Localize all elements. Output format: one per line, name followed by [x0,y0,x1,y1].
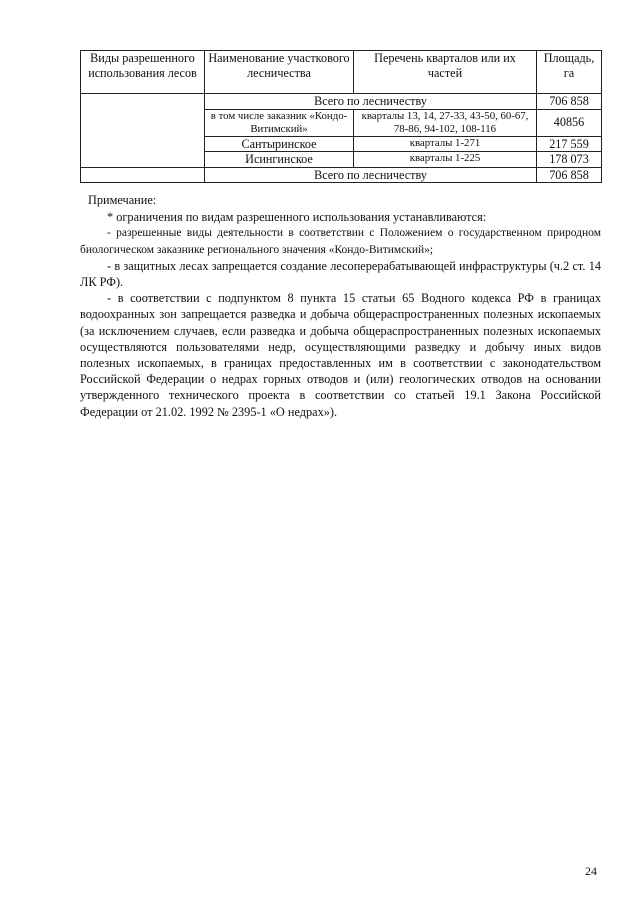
total-area-cell: 706 858 [537,94,602,110]
note-paragraph: * ограничения по видам разрешенного использования устанавливаются: [107,210,487,225]
header-area: Площадь, га [537,51,602,94]
note-paragraph: - в защитных лесах запрещается создание лесоперерабатывающей инфраструктуры (ч.2 ст. 14 ЛК РФ). [80,258,601,290]
forestry-name-cell: Исингинское [205,152,354,168]
reserve-quarters-cell: кварталы 13, 14, 27-33, 43-50, 60-67, 78-86, 94-102, 108-116 [354,109,537,136]
quarters-cell: кварталы 1-225 [354,152,537,168]
header-forestry-name: Наименование участкового лесничества [205,51,354,94]
header-quarters-list: Перечень кварталов или их частей [354,51,537,94]
total-area-cell: 706 858 [537,167,602,183]
note-paragraph: - разрешенные виды деятельности в соответствии с Положением о государственном природном биологическом заказнике регионального значения «Кондо-Витимский»; [80,227,601,256]
table-header-row [81,51,602,94]
forestry-name-cell: Сантыринское [205,136,354,152]
notes-title: Примечание: [88,193,157,207]
note-paragraph: - в соответствии с подпунктом 8 пункта 15 статьи 65 Водного кодекса РФ в границах водоохранных зон запрещается разведка и добыча общераспространенных полезных ископаемых (за исключением случаев, если разведка и добыча общераспространенных полезных ископаемых осуществляются пользователями недр, осуществляющими разведку и добычу иных видов полезных ископаемых, в границах предоставленных им в соответствии с законодательством Российской Федерации о недрах горных отводов и (или) геологических отводов на основании утвержденного технического проекта в соответствии со статьей 19.1 Закона Российской Федерации от 21.02. 1992 № 2395-1 «О недрах»). [80,291,601,419]
notes-section [80,192,601,420]
quarters-cell: кварталы 1-271 [354,136,537,152]
forest-usage-table [80,50,602,183]
area-cell: 178 073 [537,152,602,168]
table-row [81,167,602,183]
usage-type-cell [81,94,205,168]
header-usage-type: Виды разрешенного использования лесов [81,51,205,94]
total-label-cell: Всего по лесничеству [205,94,537,110]
total-label-cell: Всего по лесничеству [205,167,537,183]
page-number: 24 [585,864,597,878]
reserve-area-cell: 40856 [537,109,602,136]
reserve-name-cell: в том числе заказник «Кондо-Витимский» [205,109,354,136]
area-cell: 217 559 [537,136,602,152]
table-row [81,94,602,110]
empty-cell [81,167,205,183]
